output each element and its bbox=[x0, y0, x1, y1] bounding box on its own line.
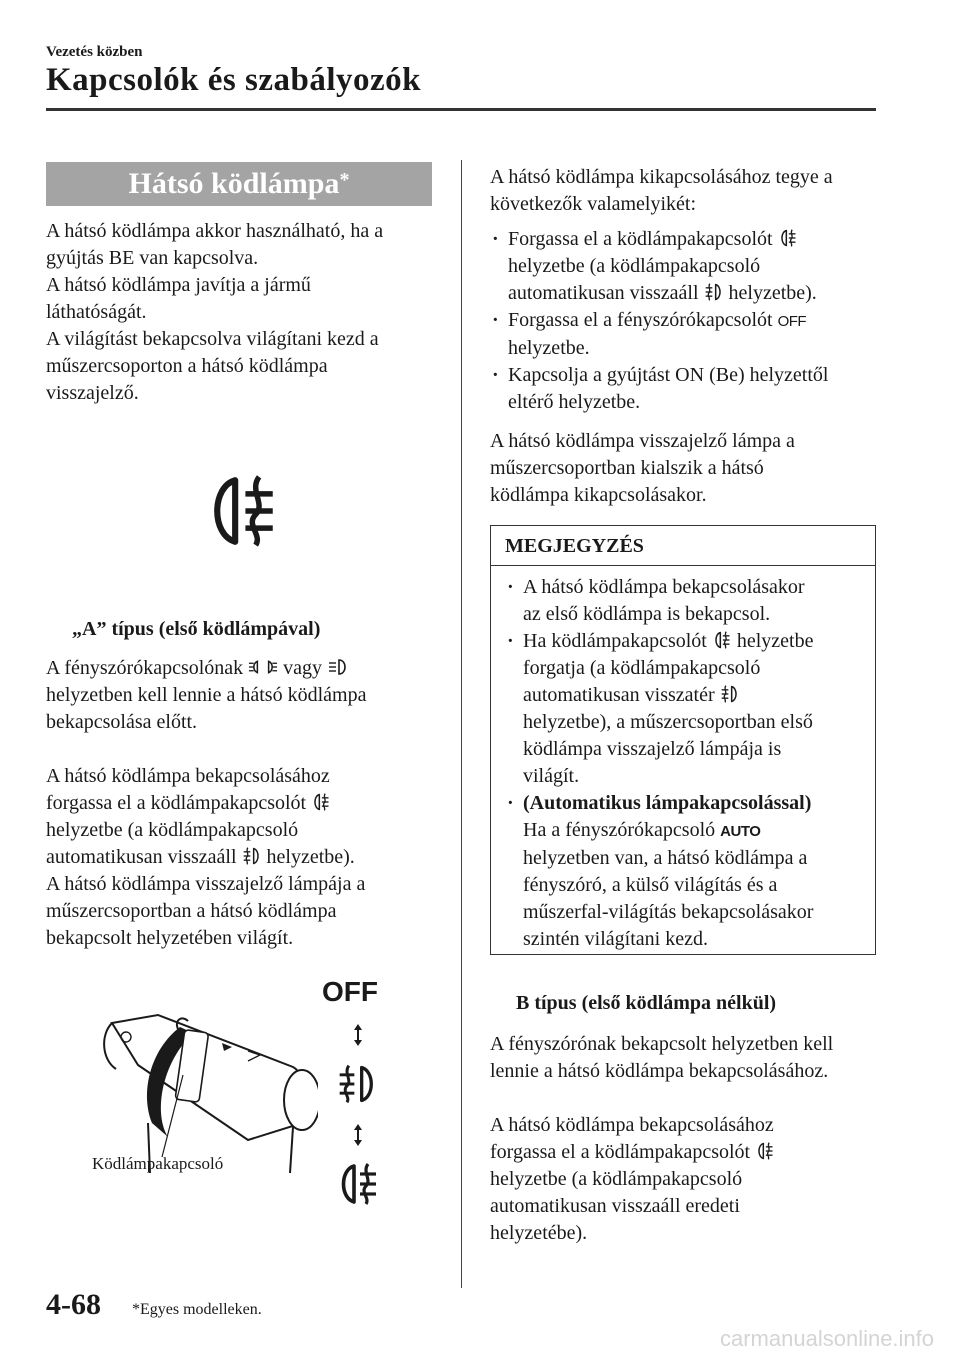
intro-paragraph: A hátsó ködlámpa akkor használható, ha a gyújtás BE van kapcsolva. A hátsó ködlámpa javítja a jármű láthatóságát. A világítást bekapcsolva világítani kezd a műszercsoporton a hátsó ködlámpa visszajelző. bbox=[46, 220, 384, 404]
list-item: · (Automatikus lámpakapcsolással) Ha a fényszórókapcsoló AUTO helyzetben van, a hátsó ködlámpa a fényszóró, a külső világítás és a műszerfal-világítás bekapcsolásakor szintén világítani kezd. bbox=[505, 790, 875, 953]
rear-fog-lamp-icon bbox=[755, 1141, 775, 1161]
column-divider bbox=[461, 160, 462, 1288]
rear-fog-lamp-icon bbox=[778, 228, 798, 248]
type-b-precondition: A fényszórónak bekapcsolt helyzetben kell lennie a hátsó ködlámpa bekapcsolásához. bbox=[490, 1033, 834, 1082]
rear-fog-lamp-icon bbox=[311, 792, 331, 812]
list-item: · Ha ködlámpakapcsolót helyzetbe forgatja (a ködlámpakapcsoló automatikusan visszatér helyzetbe), a műszercsoportban első ködlámpa visszajelző lámpája is világít. bbox=[505, 628, 875, 790]
type-b-instructions: A hátsó ködlámpa bekapcsolásához forgassa el a ködlámpakapcsolót helyzetbe (a ködlámpakapcsoló automatikusan visszaáll eredeti helyzetébe). bbox=[490, 1114, 774, 1244]
page-number: 4-68 bbox=[46, 1288, 101, 1321]
headlight-icon bbox=[327, 657, 351, 677]
note-list bbox=[505, 574, 875, 953]
footnote: *Egyes modelleken. bbox=[132, 1301, 262, 1318]
turn-off-intro: A hátsó ködlámpa kikapcsolásához tegye a következők valamelyikét: bbox=[490, 166, 833, 215]
front-fog-lamp-icon bbox=[242, 846, 262, 866]
note-title: MEGJEGYZÉS bbox=[491, 526, 875, 566]
off-position-label: OFF bbox=[322, 976, 378, 1007]
rear-fog-lamp-icon bbox=[712, 630, 732, 650]
type-a-instructions: A hátsó ködlámpa bekapcsolásához forgassa el a ködlámpakapcsolót helyzetbe (a ködlámpakapcsoló automatikusan visszaáll helyzetbe). A hátsó ködlámpa visszajelző lámpája a műszercsoportban a hátsó ködlámpa bekapcsolt helyzetében világít. bbox=[46, 765, 366, 949]
front-fog-lamp-icon bbox=[720, 684, 740, 704]
list-item: · A hátsó ködlámpa bekapcsolásakor az első ködlámpa is bekapcsol. bbox=[505, 574, 875, 628]
list-item: · Forgassa el a fényszórókapcsolót OFF helyzetbe. bbox=[490, 307, 890, 362]
rear-fog-lamp-icon bbox=[196, 470, 288, 552]
rear-fog-lamp-icon bbox=[332, 1160, 384, 1208]
watermark: carmanualsonline.info bbox=[720, 1326, 935, 1351]
type-a-heading: „A” típus (első ködlámpával) bbox=[72, 618, 321, 640]
front-fog-lamp-icon bbox=[704, 282, 724, 302]
section-kicker: Vezetés közben bbox=[46, 44, 143, 60]
top-rule bbox=[46, 108, 876, 111]
type-a-precondition: A fényszórókapcsolónak vagy helyzetben kell lennie a hátsó ködlámpa bekapcsolása előtt. bbox=[46, 657, 367, 733]
figure-caption: Ködlámpakapcsoló bbox=[92, 1154, 224, 1173]
parking-lamp-icon bbox=[248, 657, 278, 677]
list-item: · Forgassa el a ködlámpakapcsolót helyzetbe (a ködlámpakapcsoló automatikusan visszaáll helyzetbe). bbox=[490, 226, 890, 307]
indicator-paragraph: A hátsó ködlámpa visszajelző lámpa a műszercsoportban kialszik a hátsó ködlámpa kikapcsolásakor. bbox=[490, 430, 795, 506]
turn-off-list bbox=[490, 226, 890, 416]
fog-switch-illustration bbox=[88, 1005, 318, 1175]
note-box bbox=[490, 525, 876, 955]
chapter-title: Kapcsolók és szabályozók bbox=[46, 62, 422, 98]
front-fog-lamp-icon bbox=[336, 1062, 380, 1106]
type-b-heading: B típus (első ködlámpa nélkül) bbox=[516, 992, 777, 1014]
section-heading: Hátsó ködlámpa* bbox=[46, 162, 432, 206]
list-item: · Kapcsolja a gyújtást ON (Be) helyzettől eltérő helyzetbe. bbox=[490, 362, 890, 416]
